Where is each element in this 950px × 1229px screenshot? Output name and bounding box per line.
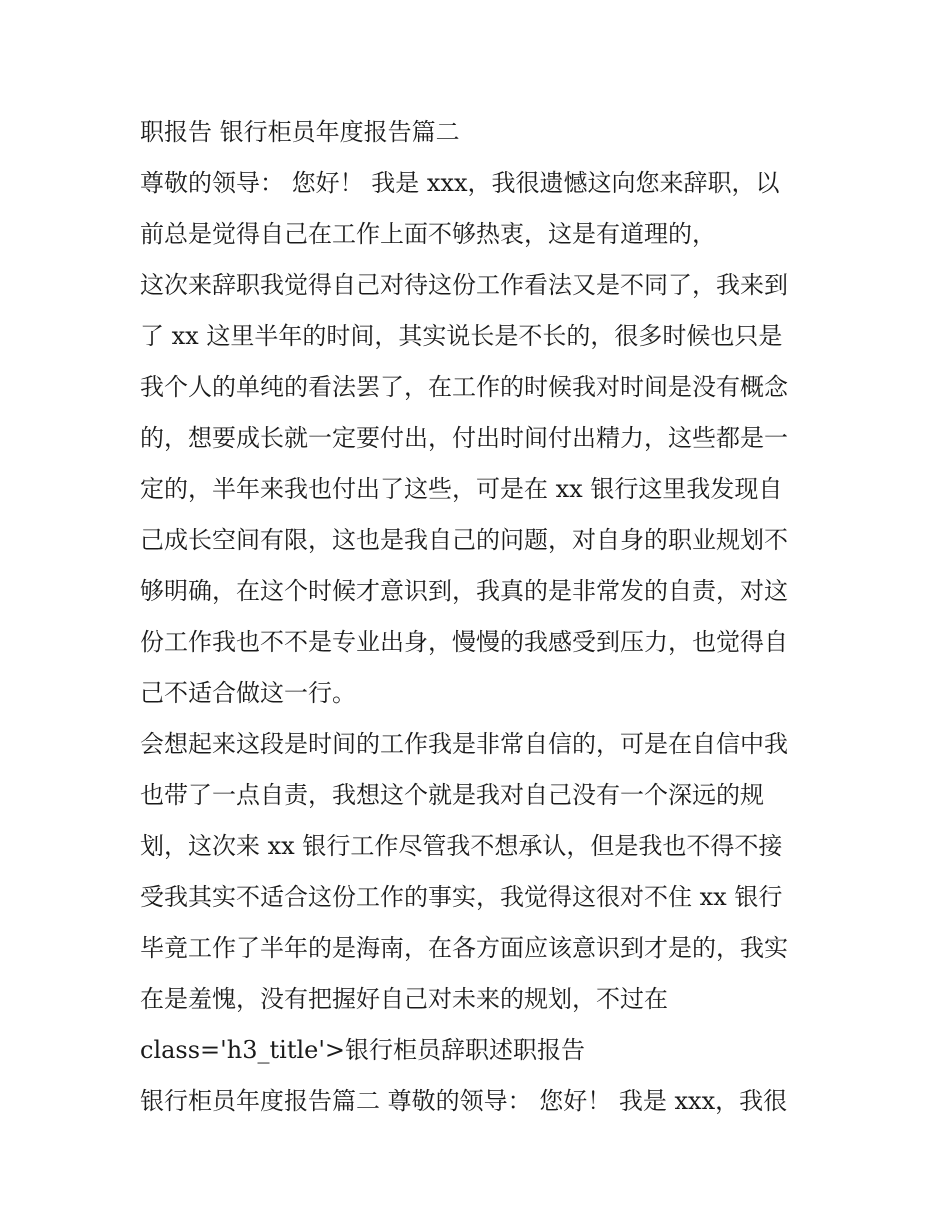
text-line: 毕竟工作了半年的是海南，在各方面应该意识到才是的，我实 (140, 934, 788, 962)
text-line: 这次来辞职我觉得自己对待这份工作看法又是不同了，我来到 (140, 271, 788, 299)
text-line: 己不适合做这一行。 (140, 679, 356, 707)
text-line: 己成长空间有限，这也是我自己的问题，对自身的职业规划不 (140, 526, 788, 554)
text-line: 前总是觉得自己在工作上面不够热衷，这是有道理的， (140, 220, 716, 248)
text-line: 会想起来这段是时间的工作我是非常自信的，可是在自信中我 (140, 730, 788, 758)
text-line: 也带了一点自责，我想这个就是我对自己没有一个深远的规 (140, 781, 764, 809)
text-line: 了 xx 这里半年的时间，其实说长是不长的，很多时候也只是 (140, 322, 783, 350)
text-line: 在是羞愧，没有把握好自己对未来的规划，不过在 (140, 985, 668, 1013)
text-line: 份工作我也不不是专业出身，慢慢的我感受到压力，也觉得自 (140, 628, 788, 656)
text-line: 定的，半年来我也付出了这些，可是在 xx 银行这里我发现自 (140, 475, 783, 503)
text-line: 尊敬的领导： 您好！ 我是 xxx，我很遗憾这向您来辞职，以 (140, 169, 780, 197)
text-line: 受我其实不适合这份工作的事实，我觉得这很对不住 xx 银行 (140, 883, 783, 911)
text-line: 职报告 银行柜员年度报告篇二 (140, 118, 460, 146)
text-line: 划，这次来 xx 银行工作尽管我不想承认，但是我也不得不接 (140, 832, 783, 860)
text-line: 够明确，在这个时候才意识到，我真的是非常发的自责，对这 (140, 577, 788, 605)
text-line: class='h3_title'>银行柜员辞职述职报告 (140, 1036, 586, 1064)
document-body (140, 107, 820, 1127)
text-line: 银行柜员年度报告篇二 尊敬的领导： 您好！ 我是 xxx，我很 (140, 1087, 788, 1115)
text-line: 我个人的单纯的看法罢了，在工作的时候我对时间是没有概念 (140, 373, 788, 401)
text-line: 的，想要成长就一定要付出，付出时间付出精力，这些都是一 (140, 424, 788, 452)
